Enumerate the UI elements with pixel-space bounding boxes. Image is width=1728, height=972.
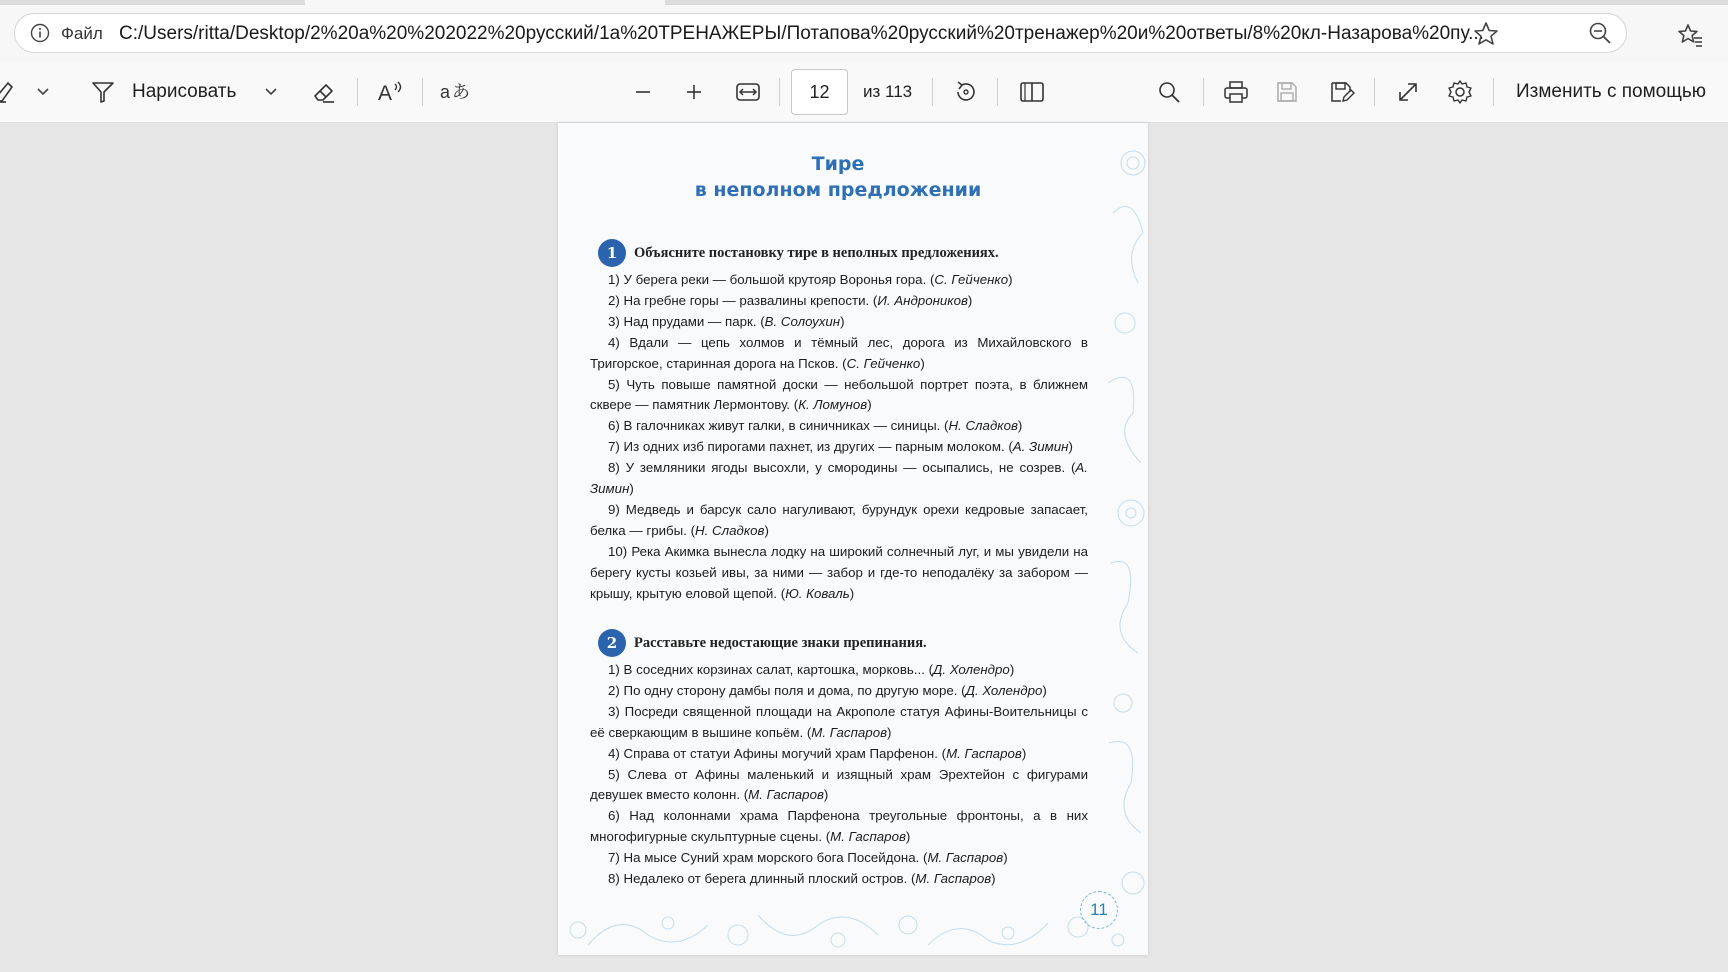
save-as-icon[interactable] [1329, 62, 1355, 122]
toolbar-divider [997, 78, 998, 106]
draw-button[interactable] [90, 62, 236, 122]
task-number-badge: 2 [598, 629, 626, 657]
pdf-page [558, 123, 1148, 955]
closing-paren: ) [1003, 850, 1008, 866]
author-citation: С. Гейченко [846, 355, 921, 371]
exercise-text: 5) Слева от Афины маленький и изящный храм Эрехтейон с фигурами девушек вместо колонн. ( [590, 766, 1088, 803]
closing-paren: ) [1021, 745, 1027, 761]
closing-paren: ) [905, 829, 911, 845]
author-citation: А. Зимин [590, 460, 1088, 497]
author-citation: М. Гаспаров [748, 787, 824, 803]
exercise-item [590, 765, 1088, 807]
plus-icon [684, 82, 704, 102]
closing-paren: ) [823, 787, 829, 803]
exercise-item [590, 869, 1088, 890]
settings-icon[interactable] [1447, 62, 1473, 122]
page-total: из 113 [863, 82, 913, 101]
chevron-down-icon[interactable] [36, 62, 50, 122]
zoom-out-button[interactable] [633, 62, 653, 122]
author-citation: М. Гаспаров [915, 871, 992, 887]
zoom-in-button[interactable] [684, 62, 704, 122]
exercise-text: 6) Над колоннами храма Парфенона треугольные фронтоны, а в них многофигурные скульптурные сцены. ( [590, 808, 1088, 845]
page-view-icon[interactable] [1019, 62, 1045, 122]
author-citation: Д. Холендро [933, 662, 1010, 677]
author-citation: И. Андроников [877, 292, 968, 308]
exercise-item [590, 660, 1088, 681]
exercise-text: 8) Недалеко от берега длинный плоский остров. ( [608, 871, 916, 887]
page-number-input[interactable] [791, 69, 848, 115]
exercise-text: 6) В галочниках живут галки, в синичниках — синицы. ( [608, 418, 949, 434]
edit-with-button[interactable] [1516, 62, 1706, 122]
closing-paren: ) [887, 724, 892, 740]
closing-paren: ) [1042, 682, 1047, 698]
read-aloud-icon[interactable] [378, 62, 406, 122]
title-line-2: в неполном предложении [694, 179, 982, 201]
exercise-item [590, 806, 1088, 848]
task-1-items [590, 270, 1088, 605]
exercise-item [590, 416, 1088, 437]
author-citation: А. Зимин [1012, 439, 1069, 455]
info-icon[interactable] [30, 23, 50, 43]
floral-ornament-right [1103, 123, 1148, 955]
exercise-text: 1) У берега реки — большой крутояр Воронья гора. ( [608, 272, 935, 287]
favorites-icon[interactable] [1677, 22, 1703, 48]
author-citation: Ю. Коваль [785, 585, 850, 601]
closing-paren: ) [764, 522, 769, 538]
task-2-header [598, 629, 927, 657]
closing-paren: ) [1008, 272, 1013, 287]
closing-paren: ) [1009, 662, 1015, 677]
exercise-item [590, 500, 1088, 542]
title-line-1: Тире [811, 153, 865, 175]
author-citation: М. Гаспаров [927, 850, 1004, 866]
star-icon[interactable] [1473, 21, 1499, 52]
rotate-icon[interactable] [953, 62, 979, 122]
search-icon[interactable] [1157, 62, 1181, 122]
eraser-icon[interactable] [311, 62, 337, 122]
task-instruction: Расставьте недостающие знаки препинания. [634, 634, 927, 651]
task-instruction: Объясните постановку тире в неполных предложениях. [634, 244, 999, 261]
exercise-text: 10) Река Акимка вынесла лодку на широкий солнечный луг, и мы увидели на берегу кусты козьей ивы, за ними — забор и где-то неподалёку за забором — крышу, крытую еловой щепой. ( [590, 543, 1088, 601]
exercise-text: 1) В соседних корзинах салат, картошка, морковь... ( [608, 662, 934, 677]
task-1-header [598, 239, 999, 267]
author-citation: М. Гаспаров [811, 724, 888, 740]
closing-paren: ) [1068, 439, 1073, 455]
svg-text:あ: あ [452, 82, 470, 103]
zoom-out-magnifier-icon[interactable] [1588, 21, 1612, 45]
closing-paren: ) [840, 313, 845, 329]
exercise-item [590, 744, 1088, 765]
exercise-item [590, 291, 1088, 312]
exercise-text: 3) Над прудами — парк. ( [608, 313, 765, 329]
exercise-item [590, 375, 1088, 417]
svg-text:A: A [378, 82, 393, 105]
author-citation: Н. Сладков [948, 418, 1018, 434]
author-citation: М. Гаспаров [830, 829, 906, 845]
closing-paren: ) [1017, 418, 1023, 434]
toolbar-divider [1203, 78, 1204, 106]
exercise-item [590, 333, 1088, 375]
exercise-item [590, 312, 1088, 333]
toolbar-divider [1374, 78, 1375, 106]
toolbar-divider [1493, 78, 1494, 106]
page-number: 11 [1080, 891, 1118, 929]
exercise-text: 7) Из одних изб пирогами пахнет, из других — парным молоком. ( [608, 439, 1013, 455]
closing-paren: ) [867, 397, 872, 413]
toolbar-divider [357, 78, 358, 106]
scheme-label[interactable]: Файл [61, 24, 103, 43]
exercise-text: 3) Посреди священной площади на Акрополе статуя Афины-Воительницы с её сверкающим в вышине копьём. ( [590, 703, 1088, 740]
fit-width-icon[interactable] [735, 62, 761, 122]
edit-with-label: Изменить с помощью [1516, 81, 1707, 102]
fullscreen-icon[interactable] [1396, 62, 1420, 122]
address-bar[interactable] [14, 13, 1627, 53]
draw-options-chevron-icon[interactable] [264, 62, 278, 122]
exercise-item [590, 848, 1088, 869]
exercise-text: 7) На мысе Суний храм морского бога Посейдона. ( [608, 850, 928, 866]
toolbar-divider [422, 78, 423, 106]
exercise-text: 2) На гребне горы — развалины крепости. ( [608, 292, 878, 308]
minus-icon [633, 82, 653, 102]
closing-paren: ) [967, 292, 973, 308]
url-text[interactable]: C:/Users/ritta/Desktop/2%20a%20%202022%20русский/1a%20ТРЕНАЖЕРЫ/Потапова%20русский%20тренажер%20и%20ответы/8%20кл-Назарова%20пу... [119, 23, 1484, 44]
closing-paren: ) [629, 481, 634, 497]
author-citation: С. Гейченко [934, 272, 1009, 287]
author-citation: М. Гаспаров [946, 745, 1022, 761]
author-citation: В. Солоухин [764, 313, 841, 329]
draw-icon [90, 79, 116, 105]
task-2-items [590, 660, 1088, 890]
exercise-text: 4) Справа от статуи Афины могучий храм Парфенон. ( [608, 745, 947, 761]
floral-ornament-bottom [558, 905, 1148, 955]
exercise-text: 2) По одну сторону дамбы поля и дома, по другую море. ( [608, 682, 966, 698]
exercise-text: 5) Чуть повыше памятной доски — небольшой портрет поэта, в ближнем сквере — памятник Лермонтову. ( [590, 376, 1088, 413]
exercise-item [590, 542, 1088, 605]
window-edge [1710, 5, 1728, 62]
toolbar-divider [779, 78, 780, 106]
address-row [0, 5, 1728, 62]
exercise-item [590, 437, 1088, 458]
closing-paren: ) [920, 355, 925, 371]
draw-label: Нарисовать [132, 81, 237, 102]
author-citation: Д. Холендро [965, 682, 1043, 698]
closing-paren: ) [849, 585, 855, 601]
document-viewport[interactable] [0, 123, 1728, 972]
translate-icon[interactable] [440, 62, 470, 122]
exercise-text: 4) Вдали — цепь холмов и тёмный лес, дорога из Михайловского в Тригорское, старинная дорога на Псков. ( [590, 334, 1088, 371]
closing-paren: ) [991, 871, 996, 887]
pdf-toolbar [0, 62, 1728, 123]
author-citation: Н. Сладков [695, 522, 765, 538]
exercise-item [590, 270, 1088, 291]
toolbar-divider [932, 78, 933, 106]
task-number-badge: 1 [598, 239, 626, 267]
print-icon[interactable] [1223, 62, 1249, 122]
page-title [558, 151, 1118, 203]
author-citation: К. Ломунов [798, 397, 868, 413]
exercise-text: 9) Медведь и барсук сало нагуливают, бурундук орехи кедровые запасает, белка — грибы. ( [590, 501, 1088, 538]
svg-text:a: a [440, 82, 451, 102]
exercise-item [590, 681, 1088, 702]
highlight-icon[interactable] [0, 62, 16, 122]
exercise-item [590, 702, 1088, 744]
exercise-text: 8) У земляники ягоды высохли, у смородины — осыпались, не созрев. ( [608, 460, 1076, 476]
save-icon[interactable] [1275, 62, 1299, 122]
exercise-item [590, 458, 1088, 500]
